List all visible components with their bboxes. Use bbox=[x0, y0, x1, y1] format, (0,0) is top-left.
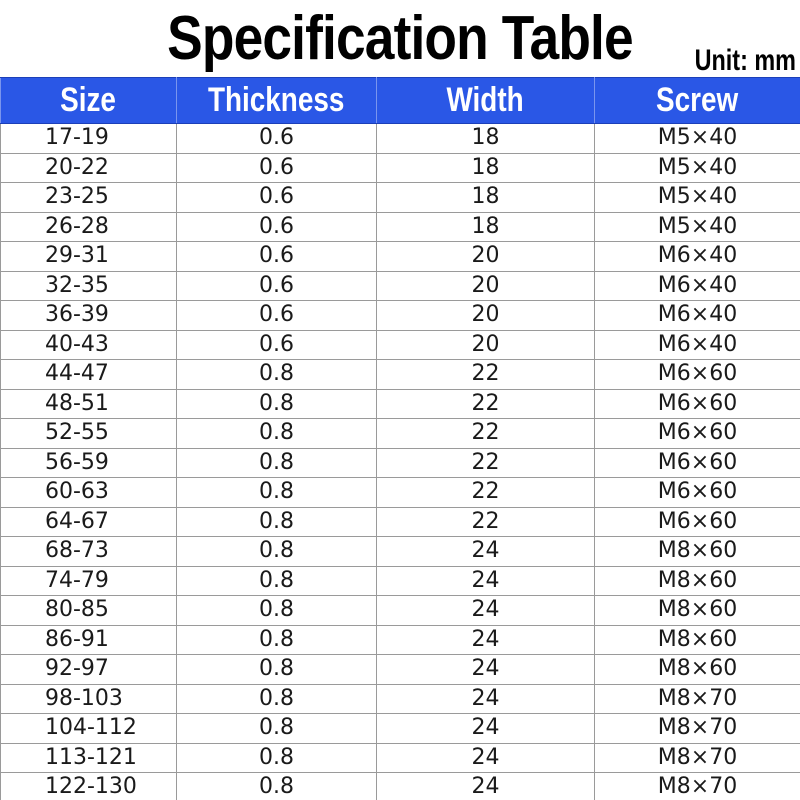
screw-cell: M8×60 bbox=[595, 596, 800, 626]
screw-cell: M8×70 bbox=[595, 684, 800, 714]
specification-table bbox=[0, 77, 800, 800]
screw-cell: M6×60 bbox=[595, 478, 800, 508]
size-cell: 29-31 bbox=[1, 242, 177, 272]
size-cell: 44-47 bbox=[1, 360, 177, 390]
thickness-cell: 0.8 bbox=[177, 389, 377, 419]
thickness-cell: 0.8 bbox=[177, 655, 377, 685]
table-row bbox=[1, 478, 800, 508]
width-cell: 20 bbox=[377, 242, 595, 272]
size-cell: 64-67 bbox=[1, 507, 177, 537]
width-cell: 18 bbox=[377, 183, 595, 213]
screw-cell: M8×60 bbox=[595, 566, 800, 596]
size-cell: 113-121 bbox=[1, 743, 177, 773]
column-header-label: Width bbox=[446, 81, 525, 119]
width-cell: 24 bbox=[377, 743, 595, 773]
thickness-cell: 0.8 bbox=[177, 419, 377, 449]
screw-cell: M8×70 bbox=[595, 714, 800, 744]
table-row bbox=[1, 212, 800, 242]
column-header-size bbox=[1, 78, 177, 124]
table-row bbox=[1, 596, 800, 626]
thickness-cell: 0.8 bbox=[177, 773, 377, 800]
table-row bbox=[1, 124, 800, 154]
table-row bbox=[1, 448, 800, 478]
table-row bbox=[1, 301, 800, 331]
screw-cell: M5×40 bbox=[595, 183, 800, 213]
table-row bbox=[1, 773, 800, 800]
size-cell: 74-79 bbox=[1, 566, 177, 596]
screw-cell: M8×70 bbox=[595, 743, 800, 773]
size-cell: 26-28 bbox=[1, 212, 177, 242]
table-row bbox=[1, 360, 800, 390]
table-row bbox=[1, 655, 800, 685]
thickness-cell: 0.6 bbox=[177, 271, 377, 301]
column-header-label: Size bbox=[60, 81, 117, 119]
width-cell: 24 bbox=[377, 596, 595, 626]
table-row bbox=[1, 684, 800, 714]
width-cell: 18 bbox=[377, 212, 595, 242]
table-row bbox=[1, 566, 800, 596]
screw-cell: M8×60 bbox=[595, 655, 800, 685]
screw-cell: M6×40 bbox=[595, 271, 800, 301]
size-cell: 122-130 bbox=[1, 773, 177, 800]
width-cell: 22 bbox=[377, 507, 595, 537]
width-cell: 24 bbox=[377, 625, 595, 655]
size-cell: 40-43 bbox=[1, 330, 177, 360]
thickness-cell: 0.6 bbox=[177, 183, 377, 213]
table-row bbox=[1, 183, 800, 213]
table-header-row bbox=[1, 78, 800, 124]
width-cell: 24 bbox=[377, 566, 595, 596]
size-cell: 86-91 bbox=[1, 625, 177, 655]
table-row bbox=[1, 330, 800, 360]
size-cell: 80-85 bbox=[1, 596, 177, 626]
thickness-cell: 0.8 bbox=[177, 507, 377, 537]
size-cell: 36-39 bbox=[1, 301, 177, 331]
table-row bbox=[1, 537, 800, 567]
width-cell: 20 bbox=[377, 330, 595, 360]
thickness-cell: 0.6 bbox=[177, 242, 377, 272]
screw-cell: M6×60 bbox=[595, 448, 800, 478]
width-cell: 18 bbox=[377, 153, 595, 183]
table-row bbox=[1, 625, 800, 655]
width-cell: 24 bbox=[377, 714, 595, 744]
width-cell: 24 bbox=[377, 684, 595, 714]
width-cell: 22 bbox=[377, 360, 595, 390]
table-row bbox=[1, 507, 800, 537]
screw-cell: M6×40 bbox=[595, 301, 800, 331]
thickness-cell: 0.8 bbox=[177, 684, 377, 714]
table-row bbox=[1, 242, 800, 272]
thickness-cell: 0.8 bbox=[177, 596, 377, 626]
thickness-cell: 0.6 bbox=[177, 212, 377, 242]
screw-cell: M8×60 bbox=[595, 537, 800, 567]
screw-cell: M6×60 bbox=[595, 389, 800, 419]
width-cell: 18 bbox=[377, 124, 595, 154]
size-cell: 104-112 bbox=[1, 714, 177, 744]
thickness-cell: 0.8 bbox=[177, 625, 377, 655]
size-cell: 92-97 bbox=[1, 655, 177, 685]
thickness-cell: 0.6 bbox=[177, 124, 377, 154]
unit-label: Unit: mm bbox=[694, 44, 796, 77]
screw-cell: M8×70 bbox=[595, 773, 800, 800]
size-cell: 56-59 bbox=[1, 448, 177, 478]
size-cell: 20-22 bbox=[1, 153, 177, 183]
table-row bbox=[1, 419, 800, 449]
column-header-screw bbox=[595, 78, 800, 124]
thickness-cell: 0.6 bbox=[177, 330, 377, 360]
width-cell: 20 bbox=[377, 301, 595, 331]
size-cell: 52-55 bbox=[1, 419, 177, 449]
screw-cell: M6×60 bbox=[595, 507, 800, 537]
size-cell: 98-103 bbox=[1, 684, 177, 714]
screw-cell: M6×60 bbox=[595, 360, 800, 390]
column-header-label: Thickness bbox=[208, 81, 345, 119]
thickness-cell: 0.8 bbox=[177, 743, 377, 773]
thickness-cell: 0.8 bbox=[177, 537, 377, 567]
width-cell: 24 bbox=[377, 773, 595, 800]
thickness-cell: 0.8 bbox=[177, 566, 377, 596]
thickness-cell: 0.8 bbox=[177, 714, 377, 744]
size-cell: 32-35 bbox=[1, 271, 177, 301]
width-cell: 24 bbox=[377, 655, 595, 685]
size-cell: 60-63 bbox=[1, 478, 177, 508]
page-title: Specification Table bbox=[167, 4, 633, 73]
size-cell: 23-25 bbox=[1, 183, 177, 213]
thickness-cell: 0.8 bbox=[177, 360, 377, 390]
screw-cell: M6×40 bbox=[595, 330, 800, 360]
table-row bbox=[1, 389, 800, 419]
width-cell: 24 bbox=[377, 537, 595, 567]
screw-cell: M6×60 bbox=[595, 419, 800, 449]
size-cell: 17-19 bbox=[1, 124, 177, 154]
column-header-label: Screw bbox=[656, 81, 739, 119]
screw-cell: M5×40 bbox=[595, 124, 800, 154]
screw-cell: M5×40 bbox=[595, 153, 800, 183]
table-row bbox=[1, 153, 800, 183]
size-cell: 48-51 bbox=[1, 389, 177, 419]
thickness-cell: 0.8 bbox=[177, 478, 377, 508]
table-row bbox=[1, 714, 800, 744]
table-body bbox=[1, 124, 800, 800]
width-cell: 22 bbox=[377, 448, 595, 478]
column-header-thickness bbox=[177, 78, 377, 124]
thickness-cell: 0.8 bbox=[177, 448, 377, 478]
column-header-width bbox=[377, 78, 595, 124]
table-row bbox=[1, 271, 800, 301]
width-cell: 20 bbox=[377, 271, 595, 301]
screw-cell: M5×40 bbox=[595, 212, 800, 242]
width-cell: 22 bbox=[377, 478, 595, 508]
screw-cell: M8×60 bbox=[595, 625, 800, 655]
width-cell: 22 bbox=[377, 389, 595, 419]
thickness-cell: 0.6 bbox=[177, 301, 377, 331]
size-cell: 68-73 bbox=[1, 537, 177, 567]
table-row bbox=[1, 743, 800, 773]
screw-cell: M6×40 bbox=[595, 242, 800, 272]
width-cell: 22 bbox=[377, 419, 595, 449]
thickness-cell: 0.6 bbox=[177, 153, 377, 183]
